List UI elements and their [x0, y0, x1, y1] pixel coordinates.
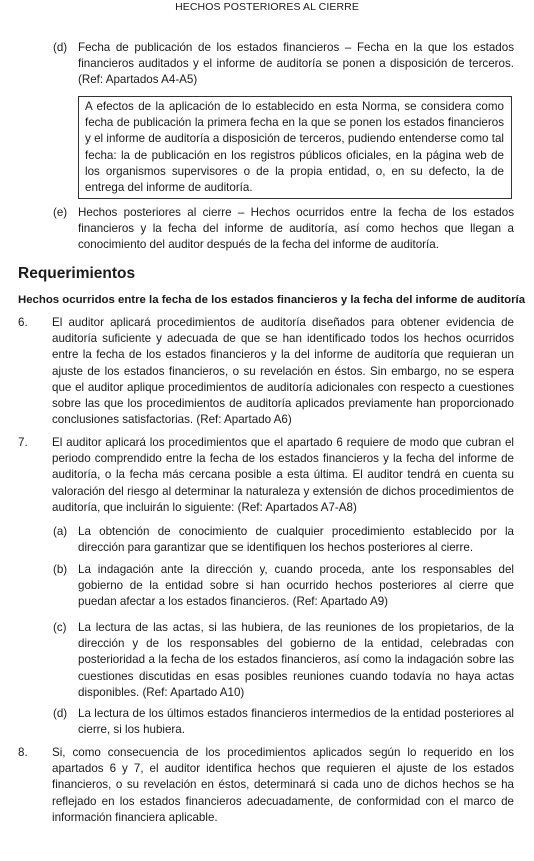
paragraph-8 — [18, 745, 514, 826]
paragraph-text: Si, como consecuencia de los procedimientos aplicados según lo requerido en los apartados 6 y 7, el auditor identifica hechos que requieren el ajuste de los estados financieros, o su revelación en éstos, determinará si cada uno de dichos hechos se ha reflejado en los estados financieros adecuadamente, de conformidad con el marco de información financiera aplicable. — [52, 746, 514, 824]
definition-text: Hechos posteriores al cierre – Hechos ocurridos entre la fecha de los estados financieros y la fecha del informe de auditoría, así como hechos que llegan a conocimiento del auditor después de la fecha del informe de auditoría. — [78, 206, 514, 252]
procedure-item — [53, 562, 514, 611]
section-heading: Requerimientos — [18, 265, 136, 282]
note-box: A efectos de la aplicación de lo establecido en esta Norma, se considera como fecha de publicación la primera fecha en la que se ponen los estados financieros y el informe de auditoría a disposición de terceros, pudiendo entenderse como tal fecha: la de publicación en los registros públicos oficiales, en la página web de los organismos supervisores o de la propia entidad, o, en su defecto, la de entrega del informe de auditoría. — [78, 96, 512, 199]
definition-item — [53, 40, 514, 89]
running-header: HECHOS POSTERIORES AL CIERRE — [175, 1, 359, 13]
procedure-label: (c) — [53, 621, 67, 634]
definition-label: (d) — [53, 41, 68, 54]
procedure-text: La lectura de las actas, si las hubiera, de las reuniones de los propietarios, de la dirección y de los responsables del gobierno de la entidad, celebradas con posterioridad a la fecha de los estados financieros, así como la indagación sobre las cuestiones discutidas en esas posibles reuniones cuando todavía no haya actas disponibles. (Ref: Apartado A10) — [78, 621, 514, 699]
procedure-label: (a) — [53, 525, 68, 538]
paragraph-number: 8. — [18, 746, 28, 759]
definition-label: (e) — [53, 206, 68, 219]
procedure-item — [53, 524, 514, 556]
paragraph-6 — [18, 315, 514, 428]
paragraph-7 — [18, 435, 514, 516]
procedure-text: La lectura de los últimos estados financieros intermedios de la entidad posteriores al cierre, si los hubiera. — [78, 707, 514, 737]
procedure-item — [53, 620, 514, 701]
definition-text: Fecha de publicación de los estados financieros – Fecha en la que los estados financieros auditados y el informe de auditoría se ponen a disposición de terceros. (Ref: Apartados A4-A5) — [78, 41, 514, 87]
paragraph-text: El auditor aplicará los procedimientos que el apartado 6 requiere de modo que cubran el periodo comprendido entre la fecha de los estados financieros y la fecha del informe de auditoría, o la fecha más cercana posible a esta última. El auditor tendrá en cuenta su valoración del riesgo al determinar la naturaleza y extensión de dichos procedimientos de auditoría, que incluirán lo siguiente: (Ref: Apartados A7-A8) — [52, 436, 514, 514]
definition-item — [53, 205, 514, 254]
paragraph-number: 7. — [18, 436, 28, 449]
paragraph-text: El auditor aplicará procedimientos de auditoría diseñados para obtener evidencia de auditoría suficiente y adecuada de que se han identificado todos los hechos ocurridos entre la fecha de los estados financieros y la del informe de auditoría que requieran un ajuste de los estados financieros, o su revelación en éstos. Sin embargo, no se espera que el auditor aplique procedimientos de auditoría adicionales con respecto a cuestiones sobre las que los procedimientos de auditoría aplicados previamente han proporcionado conclusiones satisfactorias. (Ref: Apartado A6) — [52, 316, 514, 427]
procedure-item — [53, 706, 514, 738]
section-subheading: Hechos ocurridos entre la fecha de los estados financieros y la fecha del informe de auditoría — [18, 294, 526, 306]
paragraph-number: 6. — [18, 316, 28, 329]
procedure-text: La indagación ante la dirección y, cuando proceda, ante los responsables del gobierno de la entidad sobre si han ocurrido hechos posteriores al cierre que puedan afectar a los estados financieros. (Ref: Apartado A9) — [78, 563, 514, 609]
procedure-text: La obtención de conocimiento de cualquier procedimiento establecido por la dirección para garantizar que se identifiquen los hechos posteriores al cierre. — [78, 525, 514, 555]
procedure-label: (d) — [53, 707, 68, 720]
procedure-label: (b) — [53, 563, 68, 576]
